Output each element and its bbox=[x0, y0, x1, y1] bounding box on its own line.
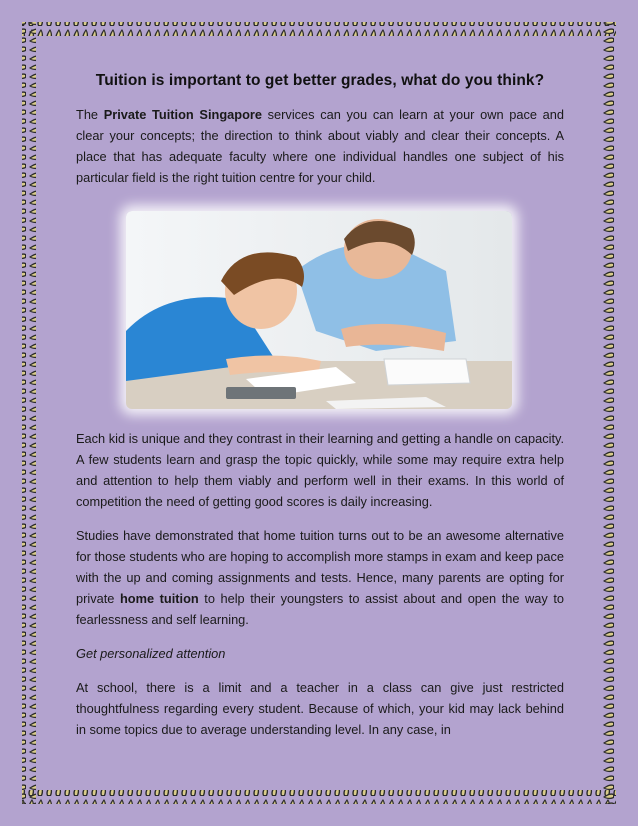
tutor-and-child-photo bbox=[126, 211, 512, 409]
studies-text-rest: to help their youngsters to assist about and open the way to fearlessness and self learning. bbox=[76, 591, 564, 627]
page-title: Tuition is important to get better grades, what do you think? bbox=[95, 72, 545, 89]
studies-text-start: Studies have demonstrated that home tuition turns out to be an awesome alternative for those students who are hoping to accomplish more stamps in exam and keep pace with the up and coming assignments and tests. Hence, many parents are opting for private bbox=[76, 528, 564, 606]
private-tuition-link-text: Private Tuition Singapore bbox=[103, 107, 262, 122]
article-body bbox=[76, 428, 564, 753]
body-paragraph-unique-kids: Each kid is unique and they contrast in their learning and getting a handle on capacity. A few students learn and grasp the topic quickly, while some may require extra help and attention to help them viably and perform well in their exams. In this world of competition the need of getting good scores is daily increasing. bbox=[76, 431, 564, 509]
intro-paragraph bbox=[76, 104, 564, 188]
home-tuition-link-text: home tuition bbox=[119, 591, 199, 606]
section-subheading bbox=[76, 643, 564, 664]
subheading-text: Get personalized attention bbox=[76, 646, 226, 661]
body-paragraph-studies bbox=[76, 525, 564, 630]
body-paragraph-school: At school, there is a limit and a teacher in a class can give just restricted thoughtfulness regarding every student. Because of which, your kid may lack behind in some topics due to average understanding level. In any case, in bbox=[76, 680, 564, 737]
intro-text-rest: services can you can learn at your own pace and clear your concepts; the direction to think about viably and clear their concepts. A place that has adequate faculty where one individual handles one subject of his particular field is the right tuition centre for your child. bbox=[76, 107, 564, 185]
article-top bbox=[76, 72, 564, 201]
intro-text-start: The bbox=[76, 107, 104, 122]
